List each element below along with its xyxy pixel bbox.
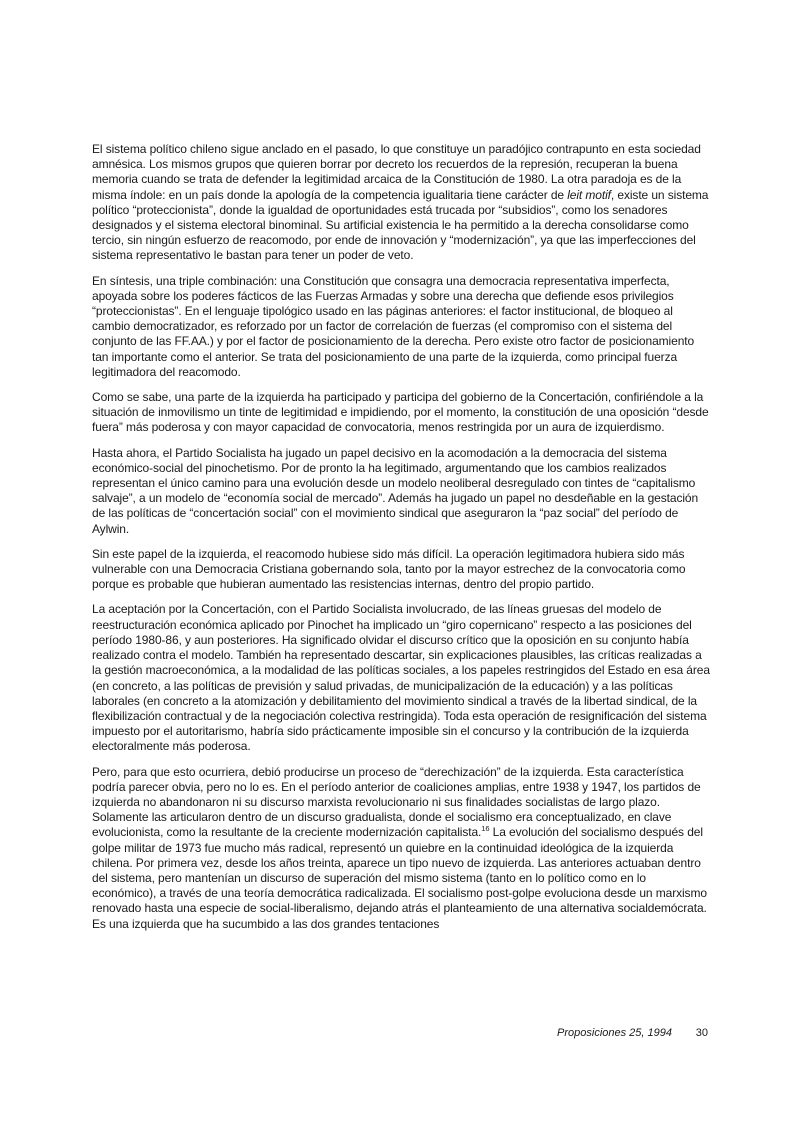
footnote-marker: 16 (481, 824, 490, 834)
page-footer (0, 1027, 800, 1043)
paragraph (92, 765, 710, 932)
italic-term: leit motif (567, 187, 611, 202)
paragraph (92, 547, 710, 593)
paragraph-text: La aceptación por la Concertación, con el Partido Socialista involucrado, de las líneas gruesas del modelo de reestructuración económica aplicado por Pinochet ha implicado un “giro copernicano” respecto a las posiciones del período 1980-86, y aun posteriores. Ha significado olvidar el discurso crítico que la oposición en su conjunto había realizado contra el modelo. También ha representado descartar, sin explicaciones plausibles, las críticas realizadas a la gestión macroeconómica, a la modalidad de las políticas sociales, a los papeles restringidos del Estado en esa área (en concreto, a las políticas de previsión y salud privadas, de municipalización de la educación) y a las políticas laborales (en concreto a la atomización y debilitamiento del movimiento sindical a través de la libertad sindical, de la flexibilización contractual y de la negociación colectiva restringida). Toda esta operación de resignificación del sistema impuesto por el autoritarismo, habría sido prácticamente imposible sin el concurso y la contribución de la izquierda electoralmente más poderosa. (92, 602, 710, 754)
paragraph-text: Sin este papel de la izquierda, el reacomodo hubiese sido más difícil. La operación legitimadora hubiera sido más vulnerable con una Democracia Cristiana gobernando sola, tanto por la mayor estrechez de la convocatoria como porque es probable que hubieran aumentado las resistencias internas, dentro del propio partido. (92, 546, 686, 592)
paragraph-text: En síntesis, una triple combinación: una Constitución que consagra una democracia representativa imperfecta, apoyada sobre los poderes fácticos de las Fuerzas Armadas y sobre una derecha que defiende esos privilegios “proteccionistas”. En el lenguaje tipológico usado en las páginas anteriores: el factor institucional, de bloqueo al cambio democratizador, es reforzado por un factor de correlación de fuerzas (el compromiso con el sistema del conjunto de las FF.AA.) y por el factor de posicionamiento de la derecha. Pero existe otro factor de posicionamiento tan importante como el anterior. Se trata del posicionamiento de una parte de la izquierda, como principal fuerza legitimadora del reacomodo. (92, 273, 695, 379)
page-number: 30 (695, 1027, 708, 1039)
paragraph-text: Como se sabe, una parte de la izquierda ha participado y participa del gobierno de la Concertación, confiriéndole a la situación de inmovilismo un tinte de legitimidad e impidiendo, por el momento, la constitución de una oposición “desde fuera” más poderosa y con mayor capacidad de convocatoria, menos restringida por un aura de izquierdismo. (92, 390, 709, 435)
paragraph (92, 390, 710, 436)
paragraph-text: El sistema político chileno sigue anclado en el pasado, lo que constituye un paradójico contrapunto en esta sociedad amnésica. Los mismos grupos que quieren borrar por decreto los recuerdos de la represión, recuperan la buena memoria cuando se trata de defender la legitimidad arcaica de la Constitución de 1980. La otra paradoja es de la misma índole: en un país donde la apología de la competencia igualitaria tiene carácter de (92, 142, 701, 202)
paragraph (92, 602, 710, 754)
paragraph (92, 446, 710, 537)
document-body (92, 142, 710, 942)
paragraph-text: , existe un sistema político “proteccionista”, donde la igualdad de oportunidades está trucada por “subsidios”, como los senadores designados y el sistema electoral binominal. Su artificial existencia le ha permitido a la derecha consolidarse como tercio, sin ningún esfuerzo de reacomodo, por ende de innovación y “modernización”, ya que las imperfecciones del sistema representativo le bastan para tener un poder de veto. (92, 187, 709, 263)
paragraph-text: Pero, para que esto ocurriera, debió producirse un proceso de “derechización” de la izquierda. Esta característica podría parecer obvia, pero no lo es. En el período anterior de coaliciones amplias, entre 1938 y 1947, los partidos de izquierda no abandonaron ni su discurso marxista revolucionario ni sus finalidades socialistas de largo plazo. Solamente las articularon dentro de un discurso gradualista, donde el socialismo era conceptualizado, en clave evolucionista, como la resultante de la creciente modernización capitalista. (92, 764, 701, 840)
paragraph-text: La evolución del socialismo después del golpe militar de 1973 fue mucho más radical, representó un quiebre en la continuidad ideológica de la izquierda chilena. Por primera vez, desde los años treinta, aparece un tipo nuevo de izquierda. Las anteriores actuaban dentro del sistema, pero mantenían un discurso de superación del mismo sistema (tanto en lo político como en lo económico), a través de una teoría democrática radicalizada. El socialismo post-golpe evoluciona desde un marxismo renovado hasta una especie de social-liberalismo, dejando atrás el planteamiento de una alternativa socialdemócrata. Es una izquierda que ha sucumbido a las dos grandes tentaciones (92, 825, 707, 931)
paragraph (92, 142, 710, 264)
paragraph (92, 274, 710, 380)
paragraph-text: Hasta ahora, el Partido Socialista ha jugado un papel decisivo en la acomodación a la democracia del sistema económico-social del pinochetismo. Por de pronto la ha legitimado, argumentando que los cambios realizados representan el único camino para una evolución desde un modelo neoliberal desregulado con tintes de “capitalismo salvaje”, a un modelo de “economía social de mercado”. Además ha jugado un papel no desdeñable en la gestación de las políticas de “concertación social” con el movimiento sindical que aseguraron la “paz social” del período de Aylwin. (92, 445, 699, 536)
journal-citation: Proposiciones 25, 1994 (557, 1027, 672, 1039)
